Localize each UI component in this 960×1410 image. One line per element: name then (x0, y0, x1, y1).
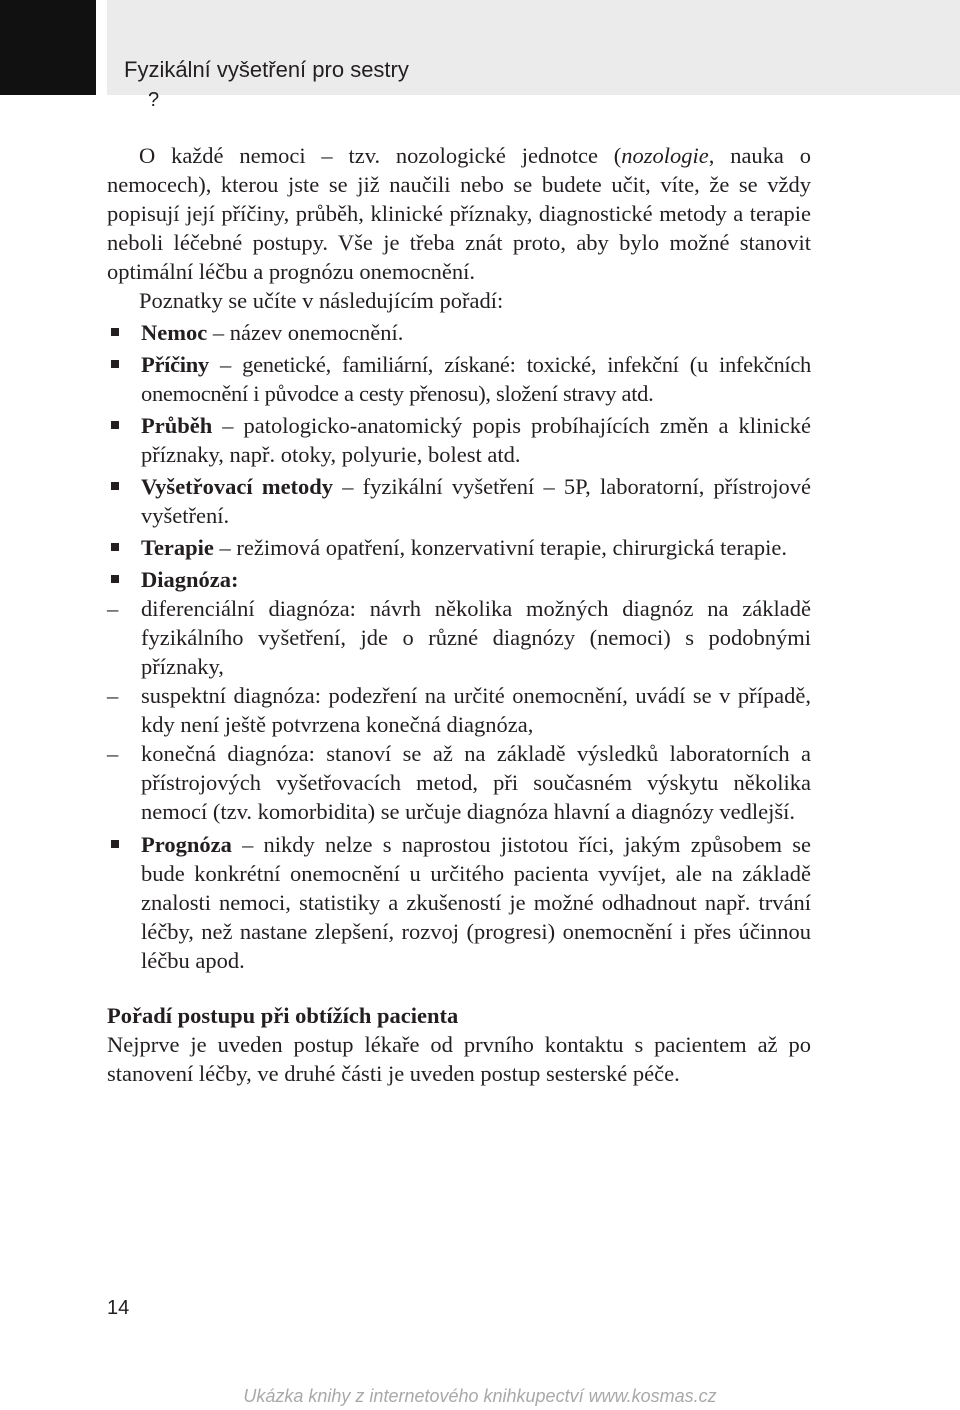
bullet-square-icon (111, 575, 119, 583)
list-item-term: Vyšetřovací metody (141, 474, 334, 499)
bullet-square-icon (111, 421, 119, 429)
topic-list (107, 318, 811, 975)
sublist-item-text: konečná diagnóza: stanoví se až na základě výsledků laboratorních a přístrojových vyšetřovacích metod, při současném výskytu několika nemocí (tzv. komorbidita) se určuje diagnóza hlavní a diagnózy vedlejší. (141, 741, 811, 824)
list-item-text: – fyzikální vyšetření – 5P, laboratorní, přístrojové vyšetření. (141, 474, 811, 528)
bullet-square-icon (111, 543, 119, 551)
diagnosis-sublist (107, 594, 811, 826)
section-heading (107, 1001, 811, 1030)
header-question-mark: ? (148, 89, 160, 111)
page-body (107, 141, 811, 1088)
watermark-text: Ukázka knihy z internetového knihkupectví www.kosmas.cz (243, 1386, 717, 1406)
bullet-square-icon (111, 360, 119, 368)
list-item-term: Průběh (141, 413, 213, 438)
intro-paragraph (107, 141, 811, 286)
running-header-title: Fyzikální vyšetření pro sestry (124, 57, 409, 82)
list-item (107, 318, 811, 347)
sublist-item-text: suspektní diagnóza: podezření na určité onemocnění, uvádí se v případě, kdy není ještě potvrzena konečná diagnóza, (141, 683, 811, 737)
intro-text-2: , nauka o nemocech), kterou jste se již naučili nebo se budete učit, víte, že se vždy popisují její příčiny, průběh, klinické příznaky, diagnostické metody a terapie neboli léčebné postupy. Vše je třeba znát proto, aby bylo možné stanovit optimální léčbu a prognózu onemocnění. (107, 143, 811, 284)
list-item-diagnosis (107, 565, 811, 826)
list-item (107, 830, 811, 975)
sublist-item (107, 594, 811, 681)
list-item-text: – režimová opatření, konzervativní terapie, chirurgická terapie. (213, 535, 788, 560)
corner-black-block (0, 0, 96, 95)
list-item-term: Terapie (141, 535, 214, 560)
list-item (107, 533, 811, 562)
list-item (107, 411, 811, 469)
intro-lead: Poznatky se učíte v následujícím pořadí: (139, 288, 504, 313)
section-paragraph: Nejprve je uveden postup lékaře od prvního kontaktu s pacientem až po stanovení léčby, ve druhé části je uveden postup sesterské péče. (107, 1032, 811, 1086)
list-item-term: Diagnóza: (141, 567, 239, 592)
dash-marker: – (107, 596, 119, 621)
intro-term: nozologie (621, 143, 709, 168)
list-item-text: – název onemocnění. (207, 320, 404, 345)
sublist-item (107, 739, 811, 826)
section-heading-text: Pořadí postupu při obtížích pacienta (107, 1003, 459, 1028)
list-item-term: Prognóza (141, 832, 232, 857)
dash-marker: – (107, 683, 119, 708)
list-item (107, 472, 811, 530)
list-item-text: – patologicko-anatomický popis probíhajících změn a klinické příznaky, např. otoky, polyurie, bolest atd. (141, 413, 811, 467)
bullet-square-icon (111, 840, 119, 848)
list-item (107, 350, 811, 408)
bullet-square-icon (111, 482, 119, 490)
bullet-square-icon (111, 328, 119, 336)
sublist-item-text: diferenciální diagnóza: návrh několika možných diagnóz na základě fyzikálního vyšetření, jde o různé diagnózy (nemoci) s podobnými příznaky, (141, 596, 811, 679)
intro-text-1: O každé nemoci – tzv. nozologické jednotce ( (139, 143, 622, 168)
list-item-text: – nikdy nelze s naprostou jistotou říci, jakým způsobem se bude konkrétní onemocnění u určitého pacienta vyvíjet, ale na základě znalosti nemoci, statistiky a zkušeností je možné odhadnout např. trvání léčby, než nastane zlepšení, rozvoj (progresi) onemocnění i přes účinnou léčbu apod. (141, 832, 811, 973)
page-number: 14 (107, 1297, 130, 1319)
list-item-text: – genetické, familiární, získané: toxické, infekční (u infekčních onemocnění i původce a cesty přenosu), složení stravy atd. (141, 352, 811, 406)
sublist-item (107, 681, 811, 739)
dash-marker: – (107, 741, 119, 766)
list-item-term: Nemoc (141, 320, 208, 345)
list-item-term: Příčiny (141, 352, 209, 377)
